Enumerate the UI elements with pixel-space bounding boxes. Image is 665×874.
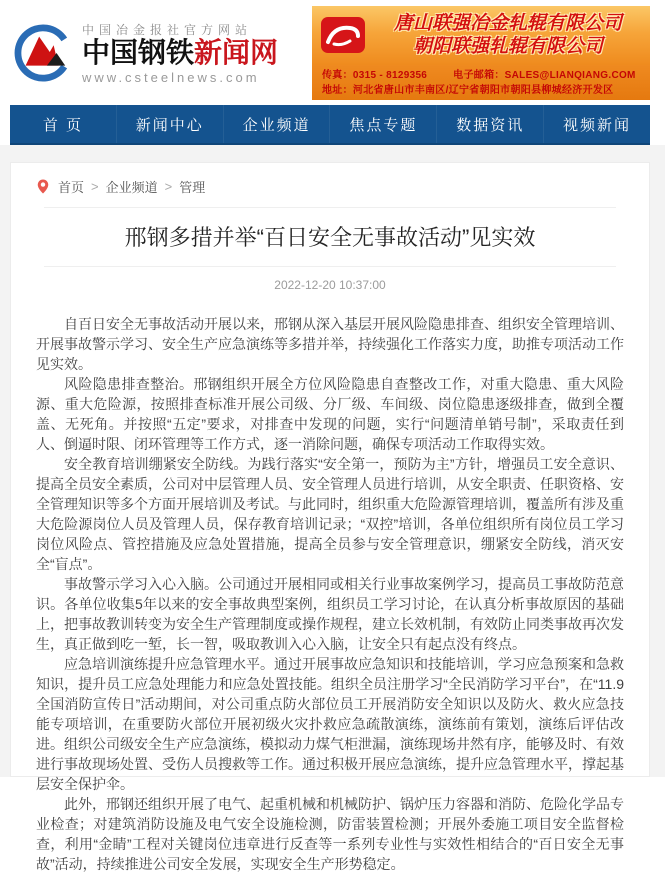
breadcrumb-separator: > xyxy=(164,179,173,194)
site-tagline: 中国冶金报社官方网站 xyxy=(82,22,253,37)
nav-item-enterprise-channel[interactable]: 企业频道 xyxy=(224,105,331,143)
site-header xyxy=(0,0,665,105)
article-paragraph: 安全教育培训绷紧安全防线。为践行落实“安全第一，预防为主”方针，增强员工安全意识、提高全员安全素质，公司对中层管理人员、安全管理人员进行培训，从安全职责、任职资格、安全管理知识等多个方面开展培训及考试。与此同时，组织重大危险源管理培训，覆盖所有涉及重大危险源岗位人员及管理人员，保存教育培训记录；“双控”培训，各单位组织所有岗位员工学习岗位风险点、管控措施及应急处置措施，提高全员参与安全管理意识，绷紧安全防线，消灭安全“盲点”。 xyxy=(36,456,624,572)
main-navbar xyxy=(10,105,650,145)
nav-item-data-info[interactable]: 数据资讯 xyxy=(437,105,544,143)
divider xyxy=(44,207,616,208)
site-logo[interactable] xyxy=(14,21,278,85)
article-card xyxy=(10,162,650,872)
nav-item-focus-topics[interactable]: 焦点专题 xyxy=(330,105,437,143)
divider xyxy=(44,266,616,267)
nav-item-home[interactable]: 首 页 xyxy=(10,105,117,143)
nav-item-news-center[interactable]: 新闻中心 xyxy=(117,105,224,143)
breadcrumb xyxy=(36,177,624,196)
article-paragraph: 此外，邢钢还组织开展了电气、起重机械和机械防护、锅炉压力容器和消防、危险化学品专业检查；对建筑消防设施及电气安全设施检测，防雷装置检测；开展外委施工项目安全监督检查，利用“金睛”工程对关键岗位违章进行反查等一系列专业性与实效性相结合的“百日安全无事故”活动，持续推进公司安全发展，实现安全生产形势稳定。 xyxy=(36,796,624,872)
breadcrumb-separator: > xyxy=(91,179,99,194)
site-url: www.csteelnews.com xyxy=(82,69,260,85)
ad-fax-email-row: 传真：0315 - 8129356 电子邮箱：SALES@LIANQIANG.COM xyxy=(322,69,636,81)
breadcrumb-enterprise-channel[interactable]: 企业频道 xyxy=(105,180,158,195)
nav-item-video-news[interactable]: 视频新闻 xyxy=(563,116,632,134)
ad-banner-lianqiang[interactable] xyxy=(312,6,650,100)
site-name: 中国钢铁新闻网 xyxy=(82,37,279,69)
article-title: 邢钢多措并举“百日安全无事故活动”见实效 xyxy=(124,225,536,250)
ad-company-line1: 唐山联强冶金轧辊有限公司 xyxy=(393,13,622,34)
csteelnews-logo-icon xyxy=(14,24,72,82)
breadcrumb-management[interactable]: 管理 xyxy=(179,180,206,195)
page-background xyxy=(0,145,665,872)
article-body xyxy=(36,314,624,874)
location-pin-icon xyxy=(36,178,50,195)
article-date: 2022-12-20 10:37:00 xyxy=(274,278,386,292)
lianqiang-logo-icon xyxy=(320,14,366,56)
article-paragraph: 应急培训演练提升应急管理水平。通过开展事故应急知识和技能培训，学习应急预案和急救知识，提升员工应急处理能力和应急处置技能。组织全员注册学习“全民消防学习平台”，在“11.9全国消防宣传日”活动期间，对公司重点防火部位员工开展消防安全知识以及防火、救火应急技能专项培训，在重要防火部位开展初级火灾扑救应急疏散演练，演练前有策划，演练后评估改进。组织公司级安全生产应急演练，模拟动力煤气柜泄漏，演练现场井然有序，能够及时、有效进行事故现场处置、受伤人员搜救等工作。通过积极开展应急演练，提升应急管理水平，撑起基层安全保护伞。 xyxy=(36,656,624,792)
breadcrumb-home[interactable]: 首页 xyxy=(58,180,85,195)
ad-contact-block xyxy=(312,65,650,100)
ad-company-line2: 朝阳联强轧辊有限公司 xyxy=(412,36,603,57)
article-paragraph: 自百日安全无事故活动开展以来，邢钢从深入基层开展风险隐患排查、组织安全管理培训、开展事故警示学习、安全生产应急演练等多措并举，持续强化工作落实力度，助推专项活动工作见实效。 xyxy=(36,316,624,372)
article-paragraph: 风险隐患排查整治。邢钢组织开展全方位风险隐患自查整改工作，对重大隐患、重大风险源、重大危险源，按照排查标准开展公司级、分厂级、车间级、岗位隐患逐级排查，做到全覆盖、无死角。并按照“五定”要求，对排查中发现的问题，实行“问题清单销号制”，采取责任到人、倒逼时限、闭环管理等工作方式，逐一消除问题，确保专项活动工作取得实效。 xyxy=(36,376,624,452)
article-paragraph: 事故警示学习入心入脑。公司通过开展相同或相关行业事故案例学习，提高员工事故防范意识。各单位收集5年以来的安全事故典型案例，组织员工学习讨论，在认真分析事故原因的基础上，把事故教训转变为安全生产管理制度或操作规程，建立长效机制，有效防止同类事故再次发生，真正做到吃一堑，长一智，吸取教训入心入脑，让安全只有起点没有终点。 xyxy=(36,576,624,652)
ad-address-row: 地址：河北省唐山市丰南区/辽宁省朝阳市朝阳县柳城经济开发区 xyxy=(322,84,614,96)
